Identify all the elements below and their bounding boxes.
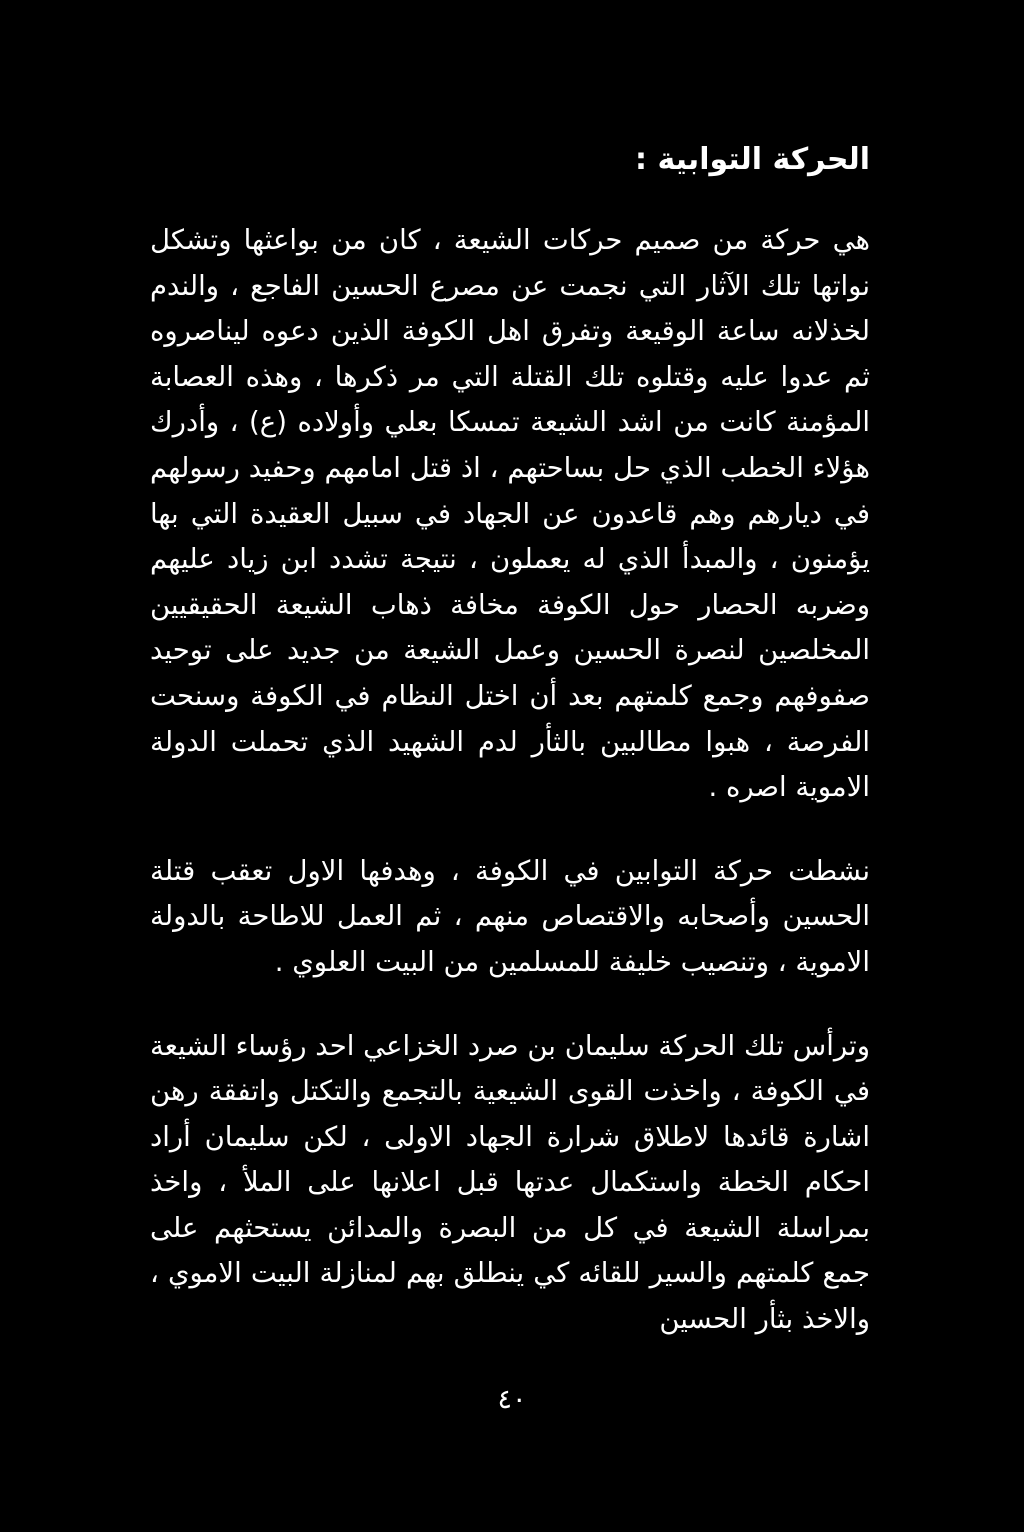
page-number: ٤٠ <box>497 1384 527 1415</box>
page-body <box>150 140 870 1343</box>
section-heading: الحركة التوابية : <box>635 142 870 177</box>
paragraph-2: نشطت حركة التوابين في الكوفة ، وهدفها الاول تعقب قتلة الحسين وأصحابه والاقتصاص منهم ، ثم العمل للاطاحة بالدولة الاموية ، وتنصيب خليفة للمسلمين من البيت العلوي . <box>150 854 870 978</box>
paragraph-3: وترأس تلك الحركة سليمان بن صرد الخزاعي احد رؤساء الشيعة في الكوفة ، واخذت القوى الشيعية بالتجمع والتكتل واتفقة رهن اشارة قائدها لاطلاق شرارة الجهاد الاولى ، لكن سليمان أراد احكام الخطة واستكمال عدتها قبل اعلانها على الملأ ، واخذ بمراسلة الشيعة في كل من البصرة والمدائن يستحثهم على جمع كلمتهم والسير للقائه كي ينطلق بهم لمنازلة البيت الاموي ، والاخذ بثأر الحسين <box>150 1029 870 1336</box>
paragraph-1: هي حركة من صميم حركات الشيعة ، كان من بواعثها وتشكل نواتها تلك الآثار التي نجمت عن مصرع الحسين الفاجع ، والندم لخذلانه ساعة الوقيعة وتفرق اهل الكوفة الذين دعوه ليناصروه ثم عدوا عليه وقتلوه تلك القتلة التي مر ذكرها ، وهذه العصابة المؤمنة كانت من اشد الشيعة تمسكا بعلي وأولاده (ع) ، وأدرك هؤلاء الخطب الذي حل بساحتهم ، اذ قتل امامهم وحفيد رسولهم في ديارهم وهم قاعدون عن الجهاد في سبيل العقيدة التي بها يؤمنون ، والمبدأ الذي له يعملون ، نتيجة تشدد ابن زياد عليهم وضربه الحصار حول الكوفة مخافة ذهاب الشيعة الحقيقيين المخلصين لنصرة الحسين وعمل الشيعة من جديد على توحيد صفوفهم وجمع كلمتهم بعد أن اختل النظام في الكوفة وسنحت الفرصة ، هبوا مطالبين بالثأر لدم الشهيد الذي تحملت الدولة الاموية اصره . <box>150 224 870 804</box>
